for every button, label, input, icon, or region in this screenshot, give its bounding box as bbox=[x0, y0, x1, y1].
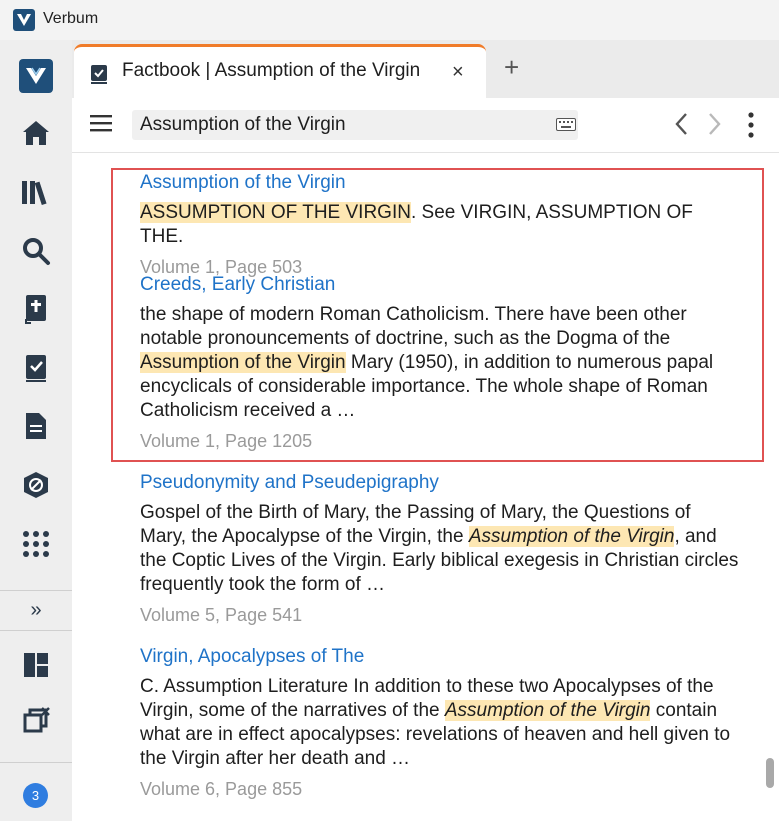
panel-toolbar bbox=[72, 98, 779, 153]
snippet-text: , and the Coptic Lives of the Virgin. Early biblical exegesis in Christian circles frequently took the form of … bbox=[140, 526, 739, 595]
apps-grid-icon[interactable] bbox=[18, 526, 54, 562]
notification-badge[interactable]: 3 bbox=[23, 783, 48, 808]
result-snippet bbox=[140, 303, 740, 423]
result-reference-link[interactable]: Volume 5, Page 541 bbox=[140, 605, 303, 625]
close-tab-icon[interactable]: × bbox=[452, 61, 464, 83]
search-input[interactable] bbox=[132, 110, 578, 140]
library-icon[interactable] bbox=[18, 174, 54, 210]
app-title: Verbum bbox=[43, 10, 99, 27]
factbook-icon bbox=[90, 64, 108, 89]
home-icon[interactable] bbox=[18, 115, 54, 151]
result-snippet bbox=[140, 201, 740, 249]
close-panels-icon[interactable] bbox=[18, 703, 54, 739]
sidebar bbox=[0, 40, 73, 821]
results-panel bbox=[72, 153, 779, 821]
verbum-logo-icon bbox=[13, 9, 35, 31]
result-title-link[interactable]: Pseudonymity and Pseudepigraphy bbox=[140, 472, 439, 493]
scrollbar-thumb[interactable] bbox=[766, 758, 774, 788]
document-icon[interactable] bbox=[18, 408, 54, 444]
shield-icon[interactable] bbox=[18, 467, 54, 503]
snippet-text: C. Assumption Literature In addition to these two Apocalypses of the Virgin, some of the narratives of the bbox=[140, 676, 714, 721]
sidebar-divider bbox=[0, 590, 72, 591]
result-item bbox=[140, 471, 740, 627]
verbum-home-logo-icon[interactable] bbox=[18, 58, 54, 94]
highlighted-match: Assumption of the Virgin bbox=[444, 700, 651, 721]
snippet-text: Mary (1950), in addition to numerous papal encyclicals of considerable importance. The whole shape of Roman Catholicism received a … bbox=[140, 352, 714, 421]
back-icon[interactable] bbox=[674, 111, 690, 142]
more-options-icon[interactable] bbox=[748, 112, 754, 143]
highlighted-match: ASSUMPTION OF THE VIRGIN bbox=[140, 202, 411, 223]
result-item bbox=[140, 171, 740, 279]
result-snippet bbox=[140, 501, 740, 597]
bible-icon[interactable] bbox=[18, 291, 54, 327]
highlighted-match: Assumption of the Virgin bbox=[468, 526, 675, 547]
result-reference-link[interactable]: Volume 6, Page 855 bbox=[140, 779, 303, 799]
result-snippet bbox=[140, 675, 740, 771]
snippet-text: contain what are in effect apocalypses: revelations of heaven and hell given to the Virgin after her death and … bbox=[140, 700, 731, 769]
highlighted-match: Assumption of the Virgin bbox=[140, 352, 346, 373]
snippet-text: the shape of modern Roman Catholicism. There have been other notable pronouncements of doctrine, such as the Dogma of the bbox=[140, 304, 687, 349]
result-title-link[interactable]: Creeds, Early Christian bbox=[140, 274, 336, 295]
checklist-icon[interactable] bbox=[18, 350, 54, 386]
sidebar-divider bbox=[0, 762, 72, 763]
forward-icon[interactable] bbox=[706, 111, 722, 142]
result-title-link[interactable]: Virgin, Apocalypses of The bbox=[140, 646, 365, 667]
tab-strip bbox=[72, 40, 779, 98]
title-bar bbox=[0, 0, 779, 40]
layouts-icon[interactable] bbox=[18, 647, 54, 683]
result-reference-link[interactable]: Volume 1, Page 503 bbox=[140, 257, 303, 277]
keyboard-icon[interactable] bbox=[556, 118, 576, 136]
menu-icon[interactable] bbox=[90, 114, 112, 137]
snippet-text: Gospel of the Birth of Mary, the Passing of Mary, the Questions of Mary, the Apocalypse of the Virgin, the bbox=[140, 502, 691, 547]
add-tab-button[interactable]: + bbox=[504, 52, 520, 82]
tab-factbook[interactable] bbox=[74, 44, 486, 98]
result-item bbox=[140, 273, 740, 453]
result-item bbox=[140, 645, 740, 801]
result-reference-link[interactable]: Volume 1, Page 1205 bbox=[140, 431, 313, 451]
result-title-link[interactable]: Assumption of the Virgin bbox=[140, 172, 346, 193]
search-icon[interactable] bbox=[18, 233, 54, 269]
snippet-text: . See VIRGIN, ASSUMPTION OF THE. bbox=[140, 202, 693, 247]
tab-title: Factbook | Assumption of the Virgin bbox=[122, 60, 421, 81]
expand-sidebar-icon[interactable]: » bbox=[30, 598, 42, 621]
sidebar-divider bbox=[0, 630, 72, 631]
